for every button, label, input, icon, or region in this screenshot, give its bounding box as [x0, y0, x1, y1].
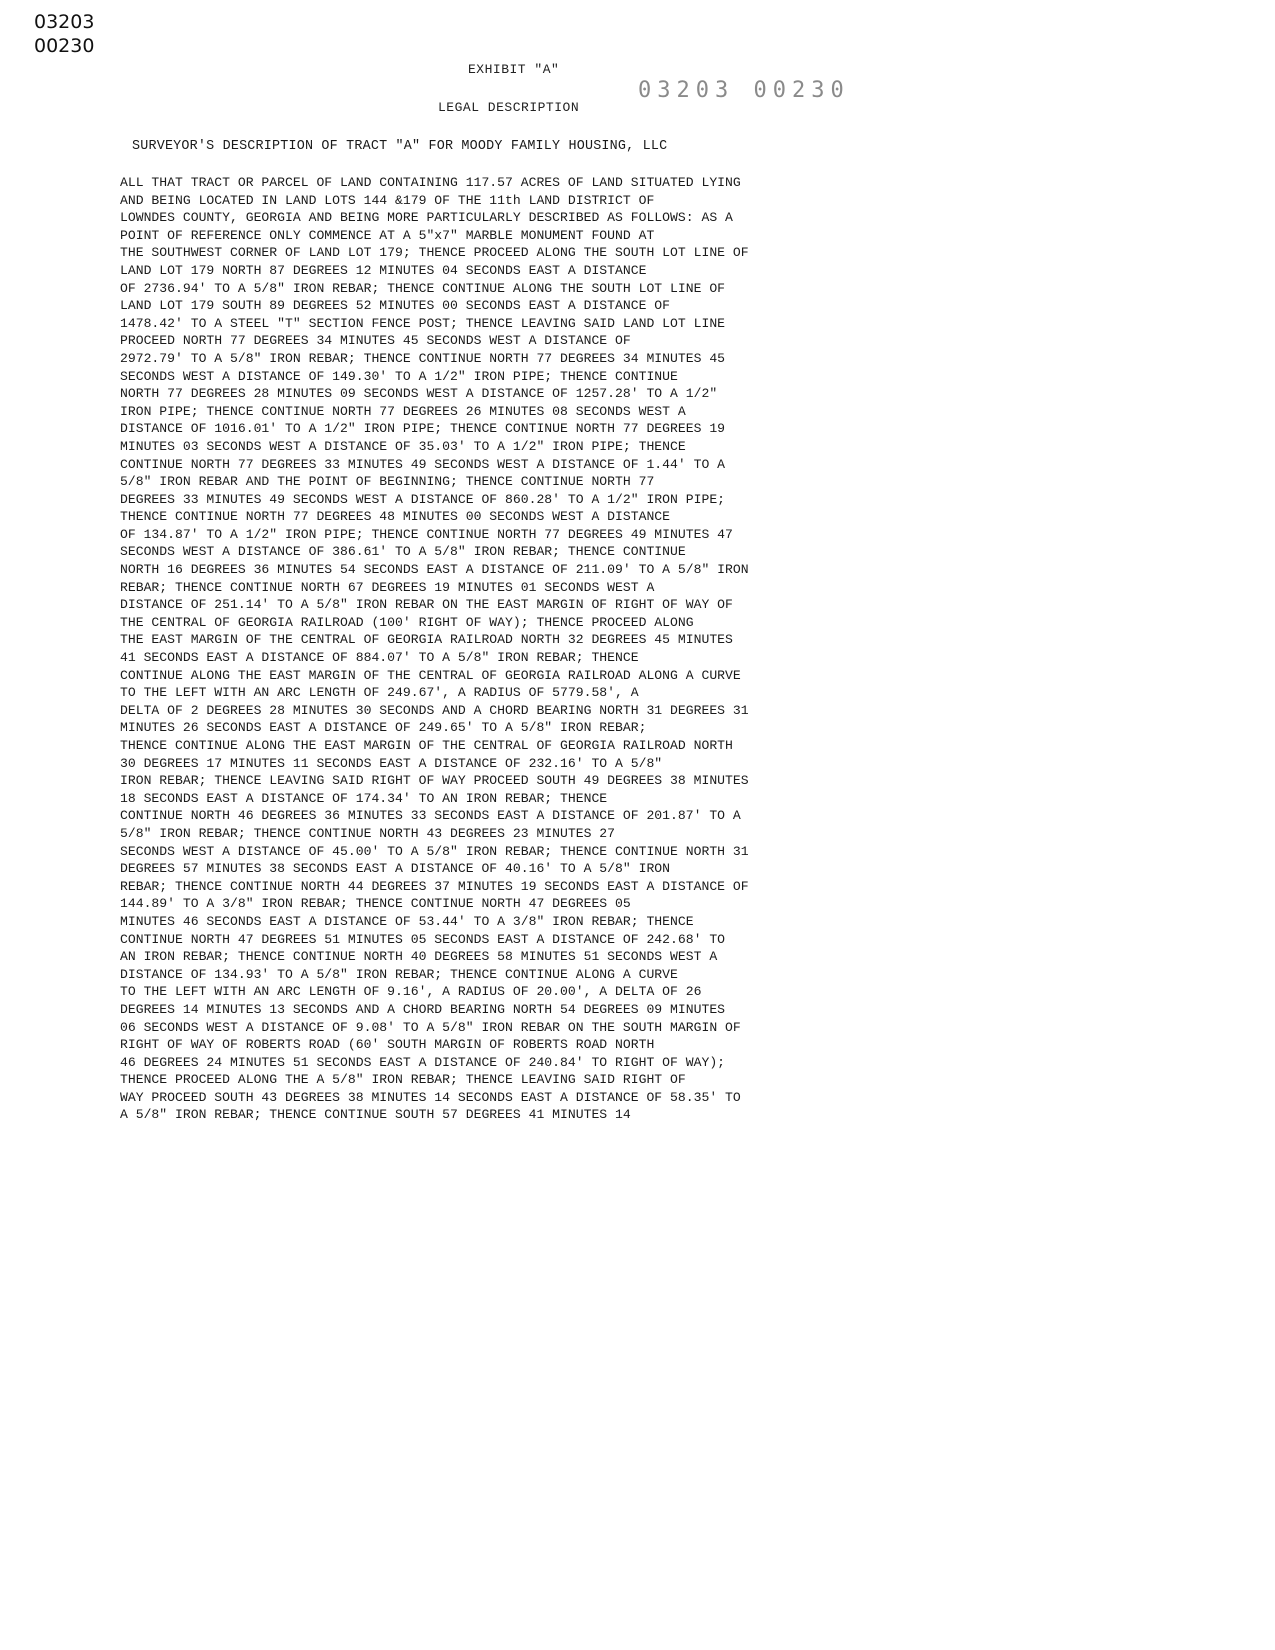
description-line: POINT OF REFERENCE ONLY COMMENCE AT A 5"x7" MARBLE MONUMENT FOUND AT	[120, 227, 655, 243]
description-line: DELTA OF 2 DEGREES 28 MINUTES 30 SECONDS AND A CHORD BEARING NORTH 31 DEGREES 31	[120, 702, 749, 718]
description-line: ALL THAT TRACT OR PARCEL OF LAND CONTAINING 117.57 ACRES OF LAND SITUATED LYING	[120, 175, 741, 190]
description-line: 30 DEGREES 17 MINUTES 11 SECONDS EAST A DISTANCE OF 232.16' TO A 5/8"	[120, 755, 663, 771]
description-line: NORTH 16 DEGREES 36 MINUTES 54 SECONDS EAST A DISTANCE OF 211.09' TO A 5/8" IRON	[120, 562, 749, 578]
description-line: CONTINUE NORTH 47 DEGREES 51 MINUTES 05 SECONDS EAST A DISTANCE OF 242.68' TO	[120, 931, 726, 947]
recording-stamp: 03203 00230	[638, 78, 850, 103]
description-line: 5/8" IRON REBAR AND THE POINT OF BEGINNING; THENCE CONTINUE NORTH 77	[120, 474, 655, 490]
description-line: MINUTES 03 SECONDS WEST A DISTANCE OF 35.03' TO A 1/2" IRON PIPE; THENCE	[120, 438, 686, 454]
description-line: CONTINUE NORTH 77 DEGREES 33 MINUTES 49 SECONDS WEST A DISTANCE OF 1.44' TO A	[120, 456, 726, 472]
description-line: THE CENTRAL OF GEORGIA RAILROAD (100' RIGHT OF WAY); THENCE PROCEED ALONG	[120, 614, 694, 630]
description-line: REBAR; THENCE CONTINUE NORTH 67 DEGREES 19 MINUTES 01 SECONDS WEST A	[120, 579, 655, 595]
description-line: THENCE CONTINUE NORTH 77 DEGREES 48 MINUTES 00 SECONDS WEST A DISTANCE	[120, 509, 671, 525]
description-line: OF 134.87' TO A 1/2" IRON PIPE; THENCE CONTINUE NORTH 77 DEGREES 49 MINUTES 47	[120, 526, 733, 542]
description-line: TO THE LEFT WITH AN ARC LENGTH OF 9.16', A RADIUS OF 20.00', A DELTA OF 26	[120, 984, 702, 1000]
description-line: OF 2736.94' TO A 5/8" IRON REBAR; THENCE CONTINUE ALONG THE SOUTH LOT LINE OF	[120, 280, 726, 296]
description-line: 2972.79' TO A 5/8" IRON REBAR; THENCE CONTINUE NORTH 77 DEGREES 34 MINUTES 45	[120, 350, 726, 366]
description-line: LAND LOT 179 SOUTH 89 DEGREES 52 MINUTES 00 SECONDS EAST A DISTANCE OF	[120, 298, 671, 314]
description-line: 5/8" IRON REBAR; THENCE CONTINUE NORTH 43 DEGREES 23 MINUTES 27	[120, 825, 616, 841]
description-line: DISTANCE OF 251.14' TO A 5/8" IRON REBAR ON THE EAST MARGIN OF RIGHT OF WAY OF	[120, 597, 733, 613]
description-line: AND BEING LOCATED IN LAND LOTS 144 &179 OF THE 11th LAND DISTRICT OF	[120, 192, 655, 208]
description-line: THE EAST MARGIN OF THE CENTRAL OF GEORGIA RAILROAD NORTH 32 DEGREES 45 MINUTES	[120, 632, 733, 648]
description-line: THE SOUTHWEST CORNER OF LAND LOT 179; THENCE PROCEED ALONG THE SOUTH LOT LINE OF	[120, 245, 749, 261]
description-line: DEGREES 33 MINUTES 49 SECONDS WEST A DISTANCE OF 860.28' TO A 1/2" IRON PIPE;	[120, 491, 726, 507]
description-line: 1478.42' TO A STEEL "T" SECTION FENCE POST; THENCE LEAVING SAID LAND LOT LINE	[120, 315, 726, 331]
description-line: NORTH 77 DEGREES 28 MINUTES 09 SECONDS WEST A DISTANCE OF 1257.28' TO A 1/2"	[120, 386, 718, 402]
book-page-number	[34, 10, 94, 58]
exhibit-title: EXHIBIT "A"	[468, 62, 560, 77]
description-line: SECONDS WEST A DISTANCE OF 149.30' TO A 1/2" IRON PIPE; THENCE CONTINUE	[120, 368, 678, 384]
description-line: A 5/8" IRON REBAR; THENCE CONTINUE SOUTH 57 DEGREES 41 MINUTES 14	[120, 1107, 631, 1123]
book-number: 03203	[34, 11, 95, 33]
description-line: RIGHT OF WAY OF ROBERTS ROAD (60' SOUTH MARGIN OF ROBERTS ROAD NORTH	[120, 1037, 655, 1053]
description-line: 06 SECONDS WEST A DISTANCE OF 9.08' TO A 5/8" IRON REBAR ON THE SOUTH MARGIN OF	[120, 1019, 741, 1035]
description-line: THENCE CONTINUE ALONG THE EAST MARGIN OF THE CENTRAL OF GEORGIA RAILROAD NORTH	[120, 738, 733, 753]
description-line: 41 SECONDS EAST A DISTANCE OF 884.07' TO A 5/8" IRON REBAR; THENCE	[120, 650, 639, 666]
description-line: DISTANCE OF 1016.01' TO A 1/2" IRON PIPE; THENCE CONTINUE NORTH 77 DEGREES 19	[120, 421, 726, 437]
description-line: 18 SECONDS EAST A DISTANCE OF 174.34' TO AN IRON REBAR; THENCE	[120, 790, 608, 806]
description-line: DEGREES 14 MINUTES 13 SECONDS AND A CHORD BEARING NORTH 54 DEGREES 09 MINUTES	[120, 1001, 726, 1017]
description-line: CONTINUE NORTH 46 DEGREES 36 MINUTES 33 SECONDS EAST A DISTANCE OF 201.87' TO A	[120, 808, 741, 824]
legal-description-body	[120, 174, 920, 1124]
description-line: CONTINUE ALONG THE EAST MARGIN OF THE CENTRAL OF GEORGIA RAILROAD ALONG A CURVE	[120, 667, 741, 683]
legal-description-heading: LEGAL DESCRIPTION	[438, 100, 580, 115]
description-line: LOWNDES COUNTY, GEORGIA AND BEING MORE PARTICULARLY DESCRIBED AS FOLLOWS: AS A	[120, 210, 733, 226]
description-line: AN IRON REBAR; THENCE CONTINUE NORTH 40 DEGREES 58 MINUTES 51 SECONDS WEST A	[120, 949, 718, 965]
surveyor-description-heading: SURVEYOR'S DESCRIPTION OF TRACT "A" FOR MOODY FAMILY HOUSING, LLC	[132, 139, 668, 154]
description-line: SECONDS WEST A DISTANCE OF 45.00' TO A 5/8" IRON REBAR; THENCE CONTINUE NORTH 31	[120, 843, 749, 859]
description-line: PROCEED NORTH 77 DEGREES 34 MINUTES 45 SECONDS WEST A DISTANCE OF	[120, 333, 631, 349]
description-line: IRON PIPE; THENCE CONTINUE NORTH 77 DEGREES 26 MINUTES 08 SECONDS WEST A	[120, 403, 686, 419]
description-line: DEGREES 57 MINUTES 38 SECONDS EAST A DISTANCE OF 40.16' TO A 5/8" IRON	[120, 861, 671, 877]
description-line: LAND LOT 179 NORTH 87 DEGREES 12 MINUTES 04 SECONDS EAST A DISTANCE	[120, 262, 647, 278]
description-line: SECONDS WEST A DISTANCE OF 386.61' TO A 5/8" IRON REBAR; THENCE CONTINUE	[120, 544, 686, 560]
description-line: REBAR; THENCE CONTINUE NORTH 44 DEGREES 37 MINUTES 19 SECONDS EAST A DISTANCE OF	[120, 878, 749, 894]
page-number: 00230	[34, 35, 95, 57]
description-line: 46 DEGREES 24 MINUTES 51 SECONDS EAST A DISTANCE OF 240.84' TO RIGHT OF WAY);	[120, 1054, 726, 1070]
description-line: IRON REBAR; THENCE LEAVING SAID RIGHT OF WAY PROCEED SOUTH 49 DEGREES 38 MINUTES	[120, 773, 749, 789]
description-line: TO THE LEFT WITH AN ARC LENGTH OF 249.67', A RADIUS OF 5779.58', A	[120, 685, 639, 701]
description-line: WAY PROCEED SOUTH 43 DEGREES 38 MINUTES 14 SECONDS EAST A DISTANCE OF 58.35' TO	[120, 1089, 741, 1105]
description-line: MINUTES 26 SECONDS EAST A DISTANCE OF 249.65' TO A 5/8" IRON REBAR;	[120, 720, 647, 736]
description-line: 144.89' TO A 3/8" IRON REBAR; THENCE CONTINUE NORTH 47 DEGREES 05	[120, 896, 631, 912]
description-line: DISTANCE OF 134.93' TO A 5/8" IRON REBAR; THENCE CONTINUE ALONG A CURVE	[120, 966, 678, 982]
description-line: THENCE PROCEED ALONG THE A 5/8" IRON REBAR; THENCE LEAVING SAID RIGHT OF	[120, 1072, 686, 1088]
description-line: MINUTES 46 SECONDS EAST A DISTANCE OF 53.44' TO A 3/8" IRON REBAR; THENCE	[120, 913, 694, 929]
